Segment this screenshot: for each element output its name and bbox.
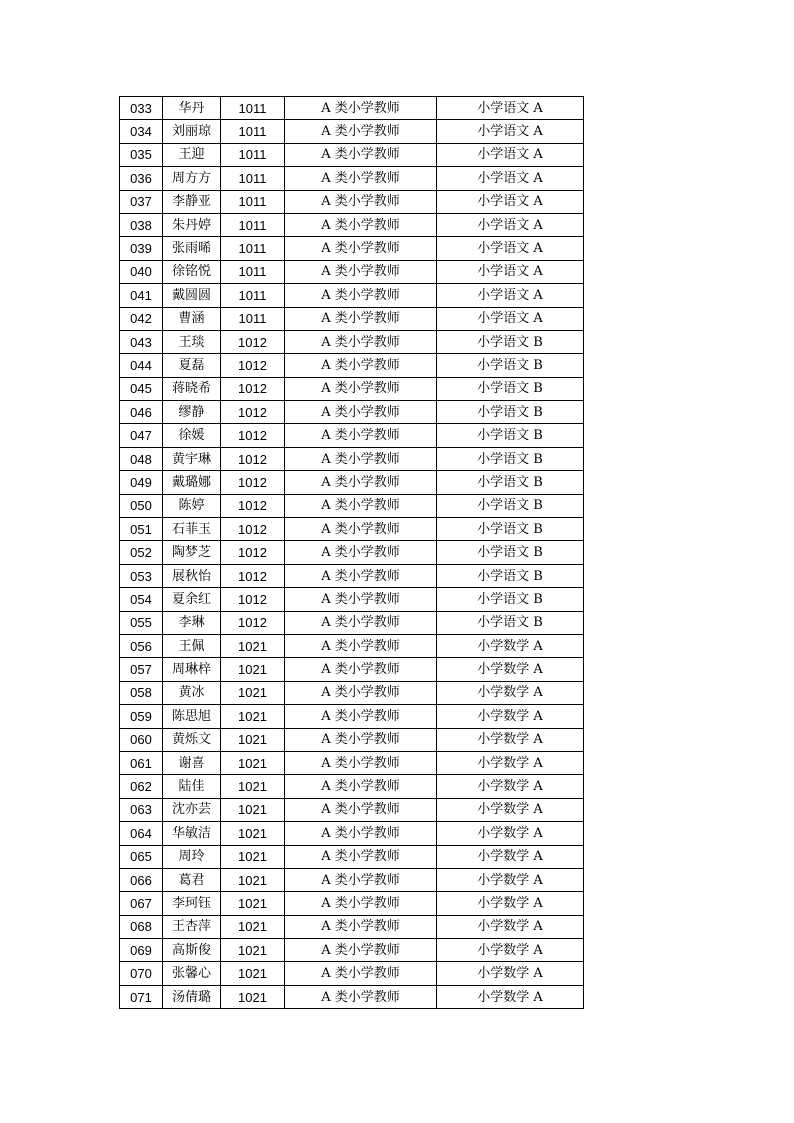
table-row bbox=[120, 541, 584, 564]
table-row bbox=[120, 985, 584, 1008]
table-row bbox=[120, 892, 584, 915]
position-cell: A 类小学教师 bbox=[285, 260, 437, 283]
serial-number-cell: 040 bbox=[120, 260, 163, 283]
name-cell: 高斯俊 bbox=[163, 939, 221, 962]
serial-number-cell: 062 bbox=[120, 775, 163, 798]
serial-number-cell: 037 bbox=[120, 190, 163, 213]
position-code-cell: 1011 bbox=[221, 284, 285, 307]
serial-number-cell: 044 bbox=[120, 354, 163, 377]
position-code-cell: 1012 bbox=[221, 330, 285, 353]
table-row bbox=[120, 307, 584, 330]
position-cell: A 类小学教师 bbox=[285, 658, 437, 681]
table-row bbox=[120, 354, 584, 377]
serial-number-cell: 054 bbox=[120, 588, 163, 611]
subject-cell: 小学数学 A bbox=[437, 915, 584, 938]
position-code-cell: 1012 bbox=[221, 494, 285, 517]
table-row bbox=[120, 775, 584, 798]
subject-cell: 小学数学 A bbox=[437, 892, 584, 915]
serial-number-cell: 036 bbox=[120, 167, 163, 190]
serial-number-cell: 048 bbox=[120, 447, 163, 470]
table-row bbox=[120, 611, 584, 634]
subject-cell: 小学语文 B bbox=[437, 354, 584, 377]
position-code-cell: 1012 bbox=[221, 377, 285, 400]
subject-cell: 小学数学 A bbox=[437, 822, 584, 845]
table-row bbox=[120, 962, 584, 985]
subject-cell: 小学语文 B bbox=[437, 588, 584, 611]
subject-cell: 小学语文 A bbox=[437, 237, 584, 260]
subject-cell: 小学语文 A bbox=[437, 307, 584, 330]
table-row bbox=[120, 658, 584, 681]
table-row bbox=[120, 564, 584, 587]
position-cell: A 类小学教师 bbox=[285, 213, 437, 236]
serial-number-cell: 068 bbox=[120, 915, 163, 938]
subject-cell: 小学语文 B bbox=[437, 518, 584, 541]
name-cell: 张雨晞 bbox=[163, 237, 221, 260]
name-cell: 沈亦芸 bbox=[163, 798, 221, 821]
position-code-cell: 1021 bbox=[221, 658, 285, 681]
table-row bbox=[120, 728, 584, 751]
position-code-cell: 1012 bbox=[221, 611, 285, 634]
position-cell: A 类小学教师 bbox=[285, 985, 437, 1008]
position-cell: A 类小学教师 bbox=[285, 143, 437, 166]
serial-number-cell: 058 bbox=[120, 681, 163, 704]
name-cell: 黄烁文 bbox=[163, 728, 221, 751]
position-cell: A 类小学教师 bbox=[285, 868, 437, 891]
position-cell: A 类小学教师 bbox=[285, 845, 437, 868]
table-row bbox=[120, 167, 584, 190]
serial-number-cell: 063 bbox=[120, 798, 163, 821]
serial-number-cell: 071 bbox=[120, 985, 163, 1008]
subject-cell: 小学语文 B bbox=[437, 447, 584, 470]
subject-cell: 小学语文 B bbox=[437, 541, 584, 564]
position-code-cell: 1012 bbox=[221, 447, 285, 470]
position-cell: A 类小学教师 bbox=[285, 915, 437, 938]
candidate-table-body bbox=[120, 97, 584, 1009]
position-cell: A 类小学教师 bbox=[285, 634, 437, 657]
position-code-cell: 1012 bbox=[221, 354, 285, 377]
subject-cell: 小学数学 A bbox=[437, 705, 584, 728]
position-code-cell: 1021 bbox=[221, 705, 285, 728]
subject-cell: 小学数学 A bbox=[437, 681, 584, 704]
position-code-cell: 1021 bbox=[221, 634, 285, 657]
subject-cell: 小学语文 A bbox=[437, 143, 584, 166]
position-cell: A 类小学教师 bbox=[285, 728, 437, 751]
name-cell: 华丹 bbox=[163, 97, 221, 120]
name-cell: 张馨心 bbox=[163, 962, 221, 985]
name-cell: 李珂钰 bbox=[163, 892, 221, 915]
table-row bbox=[120, 588, 584, 611]
name-cell: 戴璐娜 bbox=[163, 471, 221, 494]
position-cell: A 类小学教师 bbox=[285, 494, 437, 517]
table-row bbox=[120, 798, 584, 821]
position-code-cell: 1011 bbox=[221, 190, 285, 213]
subject-cell: 小学语文 B bbox=[437, 471, 584, 494]
position-cell: A 类小学教师 bbox=[285, 237, 437, 260]
name-cell: 王杏萍 bbox=[163, 915, 221, 938]
subject-cell: 小学语文 A bbox=[437, 120, 584, 143]
subject-cell: 小学数学 A bbox=[437, 634, 584, 657]
serial-number-cell: 038 bbox=[120, 213, 163, 236]
serial-number-cell: 059 bbox=[120, 705, 163, 728]
position-code-cell: 1011 bbox=[221, 97, 285, 120]
subject-cell: 小学数学 A bbox=[437, 775, 584, 798]
position-cell: A 类小学教师 bbox=[285, 284, 437, 307]
serial-number-cell: 052 bbox=[120, 541, 163, 564]
position-cell: A 类小学教师 bbox=[285, 681, 437, 704]
name-cell: 夏磊 bbox=[163, 354, 221, 377]
subject-cell: 小学语文 A bbox=[437, 260, 584, 283]
table-row bbox=[120, 284, 584, 307]
name-cell: 展秋怡 bbox=[163, 564, 221, 587]
position-code-cell: 1021 bbox=[221, 775, 285, 798]
subject-cell: 小学数学 A bbox=[437, 868, 584, 891]
serial-number-cell: 064 bbox=[120, 822, 163, 845]
position-code-cell: 1012 bbox=[221, 588, 285, 611]
subject-cell: 小学数学 A bbox=[437, 658, 584, 681]
position-cell: A 类小学教师 bbox=[285, 424, 437, 447]
table-row bbox=[120, 330, 584, 353]
table-row bbox=[120, 634, 584, 657]
name-cell: 汤倩璐 bbox=[163, 985, 221, 1008]
serial-number-cell: 034 bbox=[120, 120, 163, 143]
position-code-cell: 1021 bbox=[221, 798, 285, 821]
name-cell: 蒋晓希 bbox=[163, 377, 221, 400]
subject-cell: 小学数学 A bbox=[437, 845, 584, 868]
table-row bbox=[120, 494, 584, 517]
table-row bbox=[120, 377, 584, 400]
position-code-cell: 1021 bbox=[221, 728, 285, 751]
position-code-cell: 1021 bbox=[221, 939, 285, 962]
serial-number-cell: 060 bbox=[120, 728, 163, 751]
serial-number-cell: 070 bbox=[120, 962, 163, 985]
serial-number-cell: 047 bbox=[120, 424, 163, 447]
name-cell: 夏余红 bbox=[163, 588, 221, 611]
position-cell: A 类小学教师 bbox=[285, 120, 437, 143]
name-cell: 陈思旭 bbox=[163, 705, 221, 728]
position-cell: A 类小学教师 bbox=[285, 962, 437, 985]
position-code-cell: 1021 bbox=[221, 915, 285, 938]
position-cell: A 类小学教师 bbox=[285, 798, 437, 821]
document-page bbox=[119, 96, 584, 1009]
position-code-cell: 1011 bbox=[221, 213, 285, 236]
serial-number-cell: 056 bbox=[120, 634, 163, 657]
serial-number-cell: 046 bbox=[120, 401, 163, 424]
name-cell: 黄冰 bbox=[163, 681, 221, 704]
serial-number-cell: 041 bbox=[120, 284, 163, 307]
serial-number-cell: 035 bbox=[120, 143, 163, 166]
position-code-cell: 1011 bbox=[221, 120, 285, 143]
name-cell: 陆佳 bbox=[163, 775, 221, 798]
name-cell: 谢喜 bbox=[163, 751, 221, 774]
position-cell: A 类小学教师 bbox=[285, 564, 437, 587]
position-code-cell: 1011 bbox=[221, 237, 285, 260]
table-row bbox=[120, 190, 584, 213]
name-cell: 华敏洁 bbox=[163, 822, 221, 845]
position-code-cell: 1012 bbox=[221, 401, 285, 424]
table-row bbox=[120, 471, 584, 494]
serial-number-cell: 043 bbox=[120, 330, 163, 353]
serial-number-cell: 039 bbox=[120, 237, 163, 260]
name-cell: 刘丽琼 bbox=[163, 120, 221, 143]
position-cell: A 类小学教师 bbox=[285, 447, 437, 470]
position-code-cell: 1021 bbox=[221, 845, 285, 868]
position-cell: A 类小学教师 bbox=[285, 541, 437, 564]
subject-cell: 小学语文 B bbox=[437, 401, 584, 424]
subject-cell: 小学数学 A bbox=[437, 962, 584, 985]
name-cell: 陈婷 bbox=[163, 494, 221, 517]
serial-number-cell: 042 bbox=[120, 307, 163, 330]
position-code-cell: 1011 bbox=[221, 307, 285, 330]
name-cell: 陶梦芝 bbox=[163, 541, 221, 564]
candidate-table bbox=[119, 96, 584, 1009]
position-cell: A 类小学教师 bbox=[285, 354, 437, 377]
name-cell: 黄宇琳 bbox=[163, 447, 221, 470]
name-cell: 戴圆圆 bbox=[163, 284, 221, 307]
position-cell: A 类小学教师 bbox=[285, 518, 437, 541]
position-cell: A 类小学教师 bbox=[285, 705, 437, 728]
position-code-cell: 1021 bbox=[221, 822, 285, 845]
table-row bbox=[120, 868, 584, 891]
subject-cell: 小学语文 A bbox=[437, 97, 584, 120]
table-row bbox=[120, 705, 584, 728]
table-row bbox=[120, 401, 584, 424]
subject-cell: 小学语文 B bbox=[437, 611, 584, 634]
name-cell: 王佩 bbox=[163, 634, 221, 657]
position-code-cell: 1011 bbox=[221, 260, 285, 283]
serial-number-cell: 067 bbox=[120, 892, 163, 915]
position-cell: A 类小学教师 bbox=[285, 751, 437, 774]
name-cell: 周方方 bbox=[163, 167, 221, 190]
name-cell: 王迎 bbox=[163, 143, 221, 166]
name-cell: 周玲 bbox=[163, 845, 221, 868]
table-row bbox=[120, 97, 584, 120]
serial-number-cell: 065 bbox=[120, 845, 163, 868]
subject-cell: 小学语文 B bbox=[437, 330, 584, 353]
name-cell: 徐媛 bbox=[163, 424, 221, 447]
table-row bbox=[120, 822, 584, 845]
name-cell: 曹涵 bbox=[163, 307, 221, 330]
position-code-cell: 1021 bbox=[221, 985, 285, 1008]
position-code-cell: 1012 bbox=[221, 518, 285, 541]
position-cell: A 类小学教师 bbox=[285, 471, 437, 494]
table-row bbox=[120, 120, 584, 143]
position-cell: A 类小学教师 bbox=[285, 822, 437, 845]
name-cell: 朱丹婷 bbox=[163, 213, 221, 236]
table-row bbox=[120, 939, 584, 962]
table-row bbox=[120, 213, 584, 236]
position-code-cell: 1012 bbox=[221, 564, 285, 587]
position-code-cell: 1012 bbox=[221, 471, 285, 494]
table-row bbox=[120, 237, 584, 260]
subject-cell: 小学数学 A bbox=[437, 939, 584, 962]
position-code-cell: 1021 bbox=[221, 751, 285, 774]
subject-cell: 小学语文 A bbox=[437, 284, 584, 307]
subject-cell: 小学语文 B bbox=[437, 494, 584, 517]
table-row bbox=[120, 751, 584, 774]
position-cell: A 类小学教师 bbox=[285, 167, 437, 190]
position-cell: A 类小学教师 bbox=[285, 588, 437, 611]
position-code-cell: 1011 bbox=[221, 167, 285, 190]
name-cell: 缪静 bbox=[163, 401, 221, 424]
subject-cell: 小学语文 B bbox=[437, 377, 584, 400]
subject-cell: 小学语文 A bbox=[437, 167, 584, 190]
table-row bbox=[120, 845, 584, 868]
position-cell: A 类小学教师 bbox=[285, 307, 437, 330]
position-cell: A 类小学教师 bbox=[285, 892, 437, 915]
position-code-cell: 1012 bbox=[221, 541, 285, 564]
table-row bbox=[120, 143, 584, 166]
position-cell: A 类小学教师 bbox=[285, 939, 437, 962]
position-code-cell: 1021 bbox=[221, 892, 285, 915]
table-row bbox=[120, 447, 584, 470]
table-row bbox=[120, 915, 584, 938]
position-code-cell: 1011 bbox=[221, 143, 285, 166]
serial-number-cell: 055 bbox=[120, 611, 163, 634]
name-cell: 石菲玉 bbox=[163, 518, 221, 541]
position-cell: A 类小学教师 bbox=[285, 97, 437, 120]
subject-cell: 小学语文 B bbox=[437, 564, 584, 587]
subject-cell: 小学数学 A bbox=[437, 751, 584, 774]
name-cell: 李琳 bbox=[163, 611, 221, 634]
subject-cell: 小学语文 A bbox=[437, 190, 584, 213]
name-cell: 王琰 bbox=[163, 330, 221, 353]
table-row bbox=[120, 260, 584, 283]
subject-cell: 小学数学 A bbox=[437, 728, 584, 751]
table-row bbox=[120, 424, 584, 447]
name-cell: 李静亚 bbox=[163, 190, 221, 213]
serial-number-cell: 061 bbox=[120, 751, 163, 774]
serial-number-cell: 066 bbox=[120, 868, 163, 891]
position-cell: A 类小学教师 bbox=[285, 611, 437, 634]
name-cell: 葛君 bbox=[163, 868, 221, 891]
serial-number-cell: 057 bbox=[120, 658, 163, 681]
subject-cell: 小学语文 B bbox=[437, 424, 584, 447]
position-code-cell: 1012 bbox=[221, 424, 285, 447]
position-cell: A 类小学教师 bbox=[285, 330, 437, 353]
serial-number-cell: 051 bbox=[120, 518, 163, 541]
serial-number-cell: 045 bbox=[120, 377, 163, 400]
serial-number-cell: 069 bbox=[120, 939, 163, 962]
position-cell: A 类小学教师 bbox=[285, 377, 437, 400]
name-cell: 周琳梓 bbox=[163, 658, 221, 681]
table-row bbox=[120, 681, 584, 704]
position-code-cell: 1021 bbox=[221, 868, 285, 891]
position-code-cell: 1021 bbox=[221, 962, 285, 985]
serial-number-cell: 050 bbox=[120, 494, 163, 517]
serial-number-cell: 053 bbox=[120, 564, 163, 587]
table-row bbox=[120, 518, 584, 541]
subject-cell: 小学数学 A bbox=[437, 985, 584, 1008]
position-code-cell: 1021 bbox=[221, 681, 285, 704]
position-cell: A 类小学教师 bbox=[285, 190, 437, 213]
position-cell: A 类小学教师 bbox=[285, 775, 437, 798]
position-cell: A 类小学教师 bbox=[285, 401, 437, 424]
serial-number-cell: 033 bbox=[120, 97, 163, 120]
subject-cell: 小学语文 A bbox=[437, 213, 584, 236]
name-cell: 徐铭悦 bbox=[163, 260, 221, 283]
subject-cell: 小学数学 A bbox=[437, 798, 584, 821]
serial-number-cell: 049 bbox=[120, 471, 163, 494]
